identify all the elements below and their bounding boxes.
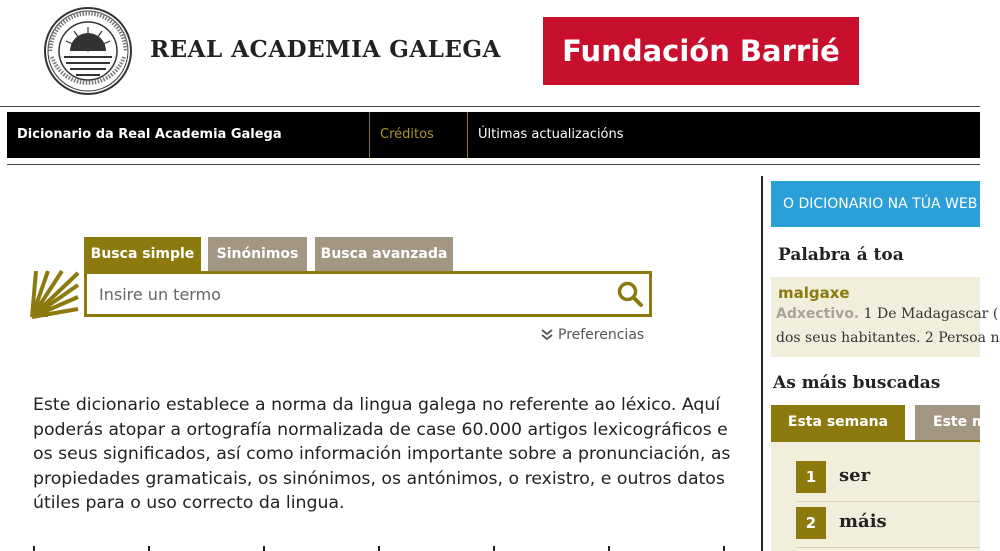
word-of-day-word[interactable]: malgaxe <box>778 284 850 302</box>
header-divider <box>0 106 980 107</box>
fundacion-barrie-logo[interactable]: Fundación Barrié <box>543 17 859 85</box>
most-searched-heading: As máis buscadas <box>773 373 941 393</box>
text-continuation-fragment <box>33 546 733 551</box>
dictionary-widget-banner[interactable]: O DICIONARIO NA TÚA WEB <box>771 181 980 227</box>
rising-sun-icon <box>32 271 78 317</box>
rank-badge: 1 <box>796 461 826 493</box>
most-searched-item[interactable]: máis <box>839 511 887 532</box>
nav-item-ultimas-actualizacions[interactable]: Últimas actualizacións <box>478 127 624 142</box>
tab-busca-simple[interactable]: Busca simple <box>84 237 201 272</box>
tab-busca-avanzada[interactable]: Busca avanzada <box>315 237 453 272</box>
dictionary-intro-text: Este dicionario establece a norma da lingua galega no referente ao léxico. Aquí poderás atopar a ortografía normalizada de case 60.000 artigos lexicográficos e os seus significados, así como información importante sobre a pronunciación, as propiedades gramaticais, os sinónimos, os antónimos, o rexistro, e outros datos útiles para o uso correcto da lingua. <box>33 395 731 513</box>
most-searched-item[interactable]: ser <box>839 465 871 486</box>
tab-esta-semana[interactable]: Esta semana <box>771 405 905 440</box>
nav-home-link[interactable]: Dicionario da Real Academia Galega <box>17 127 282 142</box>
word-of-day-def-line1: 1 De Madagascar ( <box>859 306 999 322</box>
word-of-day-pos: Adxectivo. <box>776 306 860 322</box>
academy-name[interactable]: REAL ACADEMIA GALEGA <box>150 36 501 63</box>
search-icon[interactable] <box>617 281 643 307</box>
nav-item-creditos[interactable]: Créditos <box>380 127 434 142</box>
nav-separator <box>369 112 370 158</box>
nav-divider <box>7 164 980 165</box>
word-of-day-definition <box>776 306 998 322</box>
tab-sinonimos[interactable]: Sinónimos <box>208 237 307 272</box>
list-separator <box>796 501 980 502</box>
word-of-day-def-line2: dos seus habitantes. 2 Persoa n <box>776 330 1000 346</box>
search-input[interactable] <box>99 274 599 314</box>
real-academia-galega-seal-logo[interactable] <box>44 7 132 95</box>
preferences-toggle[interactable] <box>540 327 644 343</box>
tab-este-mes[interactable]: Este m <box>915 405 980 440</box>
word-of-day-heading: Palabra á toa <box>778 245 904 265</box>
search-box <box>84 271 652 317</box>
list-separator <box>796 547 980 548</box>
preferences-label: Preferencias <box>558 327 645 343</box>
nav-separator <box>467 112 468 158</box>
rank-badge: 2 <box>796 507 826 539</box>
sidebar-divider <box>761 176 763 551</box>
double-chevron-down-icon <box>540 328 554 342</box>
